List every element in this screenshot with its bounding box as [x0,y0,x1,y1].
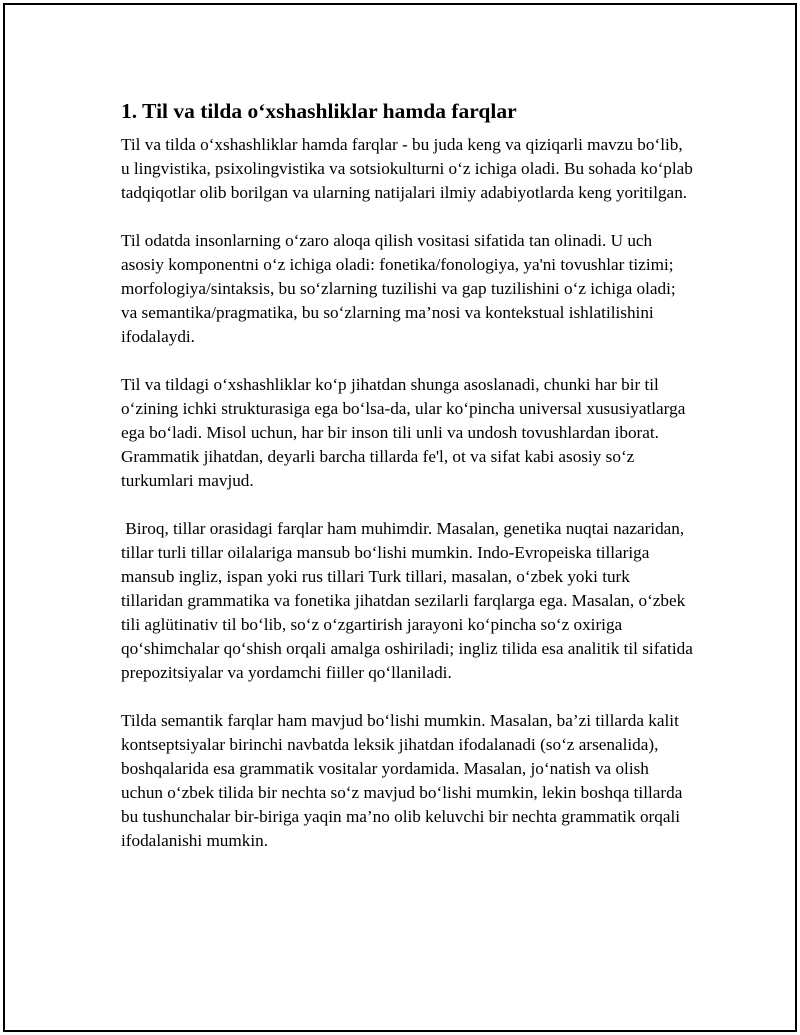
paragraph-4: Biroq, tillar orasidagi farqlar ham muhimdir. Masalan, genetika nuqtai nazaridan, tillar turli tillar oilalariga mansub bo‘lishi mumkin. Indo-Evropeiska tillariga mansub ingliz, ispan yoki rus tillari Turk tillari, masalan, o‘zbek yoki turk tillaridan grammatika va fonetika jihatdan sezilarli farqlarga ega. Masalan, o‘zbek tili aglütinativ til bo‘lib, so‘z o‘zgartirish jarayoni ko‘pincha so‘z oxiriga qo‘shimchalar qo‘shish orqali amalga oshiriladi; ingliz tilida esa analitik til sifatida prepozitsiyalar va yordamchi fiiller qo‘llaniladi. [121,519,698,682]
paragraph-2: Til odatda insonlarning o‘zaro aloqa qilish vositasi sifatida tan olinadi. U uch asosiy komponentni o‘z ichiga oladi: fonetika/fonologiya, ya'ni tovushlar tizimi; morfologiya/sintaksis, bu so‘zlarning tuzilishi va gap tuzilishini o‘z ichiga oladi; va semantika/pragmatika, bu so‘zlarning ma’nosi va kontekstual ishlatilishini ifodalaydi. [121,231,680,346]
paragraph-3: Til va tildagi o‘xshashliklar ko‘p jihatdan shunga asoslanadi, chunki har bir til o‘zining ichki strukturasiga ega bo‘lsa-da, ular ko‘pincha universal xususiyatlarga ega bo‘ladi. Misol uchun, har bir inson tili unli va undosh tovushlardan iborat. Grammatik jihatdan, deyarli barcha tillarda fe'l, ot va sifat kabi asosiy so‘z turkumlari mavjud. [121,375,690,490]
paragraph-1: Til va tilda o‘xshashliklar hamda farqlar - bu juda keng va qiziqarli mavzu bo‘lib, u lingvistika, psixolingvistika va sotsiokulturni o‘z ichiga oladi. Bu sohada ko‘plab tadqiqotlar olib borilgan va ularning natijalari ilmiy adabiyotlarda keng yoritilgan. [121,135,698,202]
document-page [3,3,797,1032]
document-body [121,97,698,877]
section-heading: 1. Til va tilda o‘xshashliklar hamda farqlar [121,99,517,123]
paragraph-5: Tilda semantik farqlar ham mavjud bo‘lishi mumkin. Masalan, ba’zi tillarda kalit kontseptsiyalar birinchi navbatda leksik jihatdan ifodalanadi (so‘z arsenalida), boshqalarida esa grammatik vositalar yordamida. Masalan, jo‘natish va olish uchun o‘zbek tilida bir nechta so‘z mavjud bo‘lishi mumkin, lekin boshqa tillarda bu tushunchalar bir-biriga yaqin ma’no olib keluvchi bir nechta grammatik orqali ifodalanishi mumkin. [121,711,687,850]
